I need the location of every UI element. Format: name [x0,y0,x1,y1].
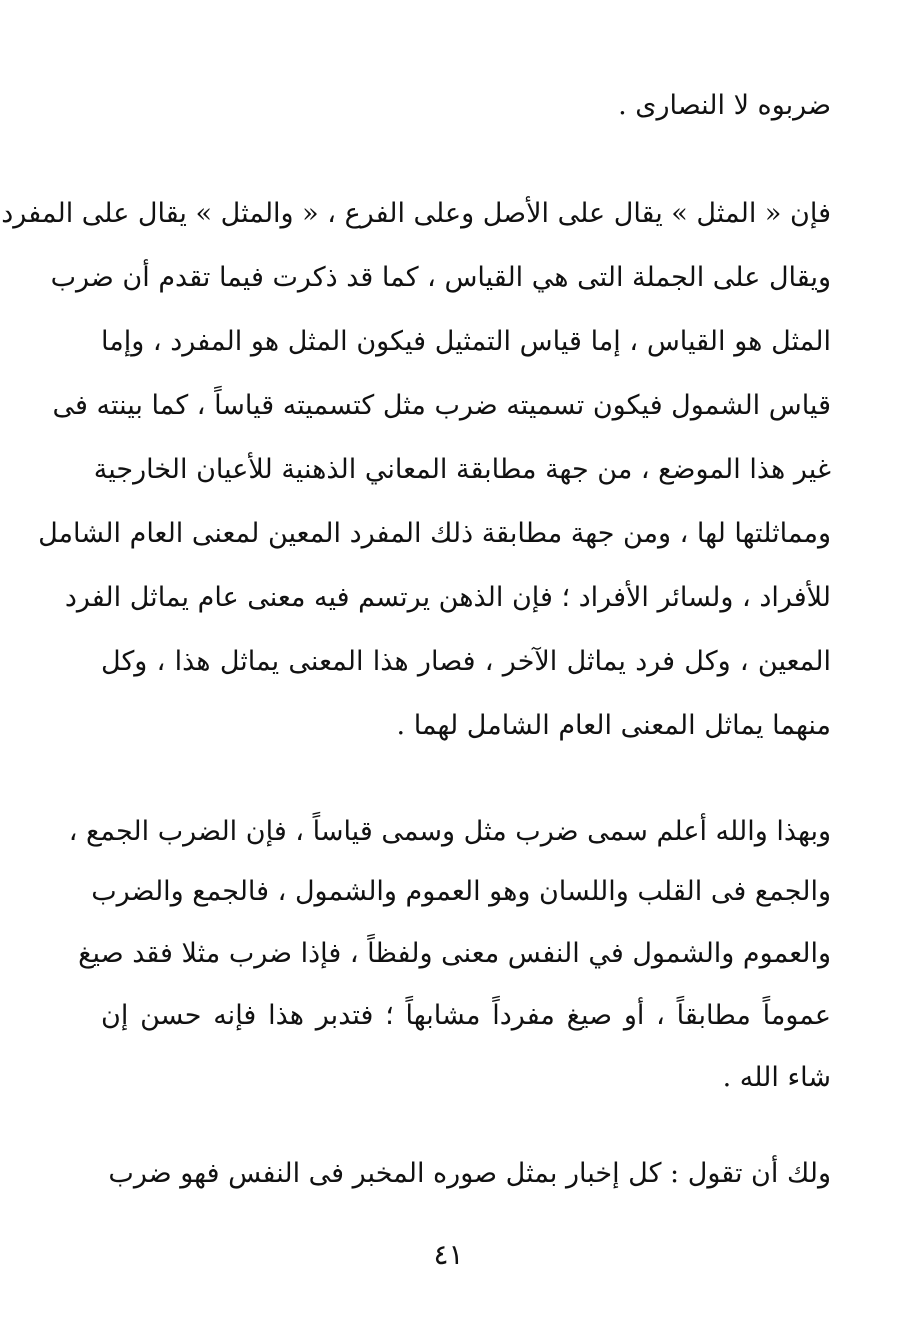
text-line: المثل هو القياس ، إما قياس التمثيل فيكون المثل هو المفرد ، وإما [101,326,831,357]
text-line: منهما يماثل المعنى العام الشامل لهما . [396,710,831,741]
text-line: وبهذا والله أعلم سمى ضرب مثل وسمى قياساً ، فإن الضرب الجمع ، [68,816,831,847]
text-line: فإن « المثل » يقال على الأصل وعلى الفرع ، « والمثل » يقال على المفرد [1,198,831,229]
text-line: والعموم والشمول في النفس معنى ولفظاً ، فإذا ضرب مثلا فقد صيغ [78,938,831,969]
text-line: ولك أن تقول : كل إخبار بمثل صوره المخبر فى النفس فهو ضرب [108,1158,831,1189]
text-line: قياس الشمول فيكون تسميته ضرب مثل كتسميته قياساً ، كما بينته فى [52,390,831,421]
page-number: ٤١ [433,1238,464,1271]
text-line: المعين ، وكل فرد يماثل الآخر ، فصار هذا المعنى يماثل هذا ، وكل [101,646,831,677]
text-line: والجمع فى القلب واللسان وهو العموم والشمول ، فالجمع والضرب [91,876,831,907]
text-line: ومماثلتها لها ، ومن جهة مطابقة ذلك المفرد المعين لمعنى العام الشامل [38,518,831,549]
text-line: غير هذا الموضع ، من جهة مطابقة المعاني الذهنية للأعيان الخارجية [93,454,831,485]
text-line: ضربوه لا النصارى . [618,90,831,121]
text-line: عموماً مطابقاً ، أو صيغ مفرداً مشابهاً ؛ فتدبر هذا فإنه حسن إن [101,1000,831,1031]
text-line: شاء الله . [722,1062,831,1093]
text-line: ويقال على الجملة التى هي القياس ، كما قد ذكرت فيما تقدم أن ضرب [50,262,831,293]
text-line: للأفراد ، ولسائر الأفراد ؛ فإن الذهن يرتسم فيه معنى عام يماثل الفرد [64,582,831,613]
